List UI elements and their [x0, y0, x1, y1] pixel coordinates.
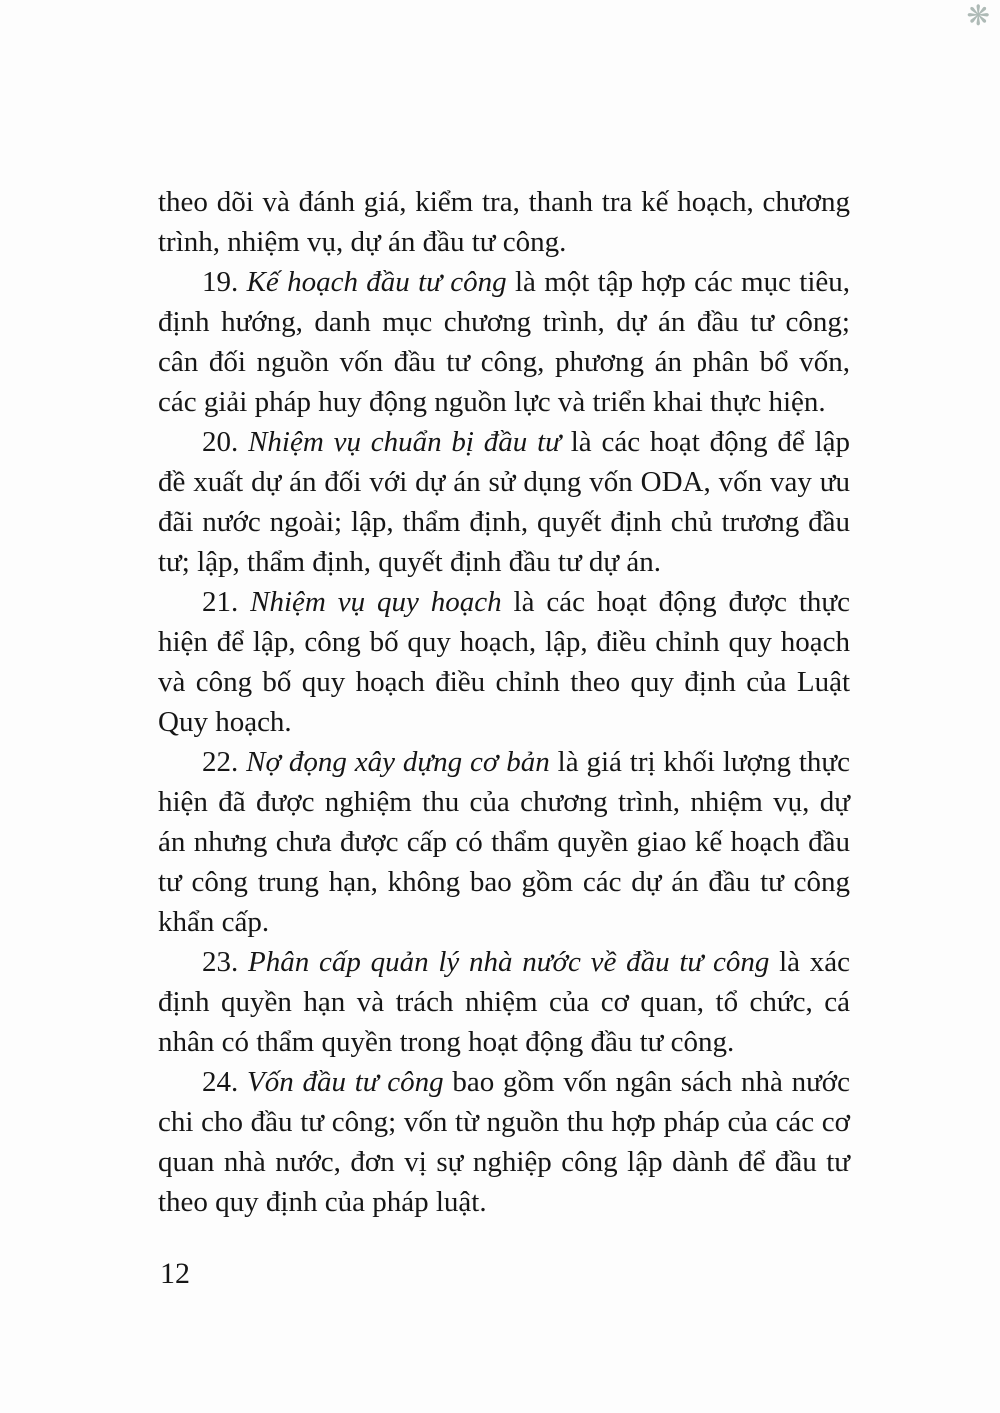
text-run: là giá trị khối lượng thực hiện đã được nghiệm thu của chương trình, nhiệm vụ, dự án nhưng chưa được cấp có thẩm quyền giao kế hoạch đầu tư công trung hạn, không bao gồm các dự án đầu tư công khẩn cấp.: [158, 746, 851, 938]
flower-ornament-icon: ❋: [966, 1, 990, 32]
text-run: là xác định quyền hạn và trách nhiệm của cơ quan, tổ chức, cá nhân có thẩm quyền trong hoạt động đầu tư công.: [158, 946, 851, 1058]
defined-term: Phân cấp quản lý nhà nước về đầu tư công: [248, 946, 770, 978]
defined-term: Nhiệm vụ quy hoạch: [250, 586, 502, 618]
paragraph: [158, 742, 850, 942]
body-text: [158, 182, 850, 1222]
paragraph: [158, 182, 850, 262]
text-run: 21.: [202, 586, 251, 618]
page-number: 12: [160, 1257, 190, 1290]
defined-term: Nhiệm vụ chuẩn bị đầu tư: [248, 426, 561, 458]
text-run: bao gồm vốn ngân sách nhà nước chi cho đầu tư công; vốn từ nguồn thu hợp pháp của các cơ quan nhà nước, đơn vị sự nghiệp công lập dành để đầu tư theo quy định của pháp luật.: [158, 1066, 850, 1218]
text-run: 24.: [202, 1066, 247, 1098]
paragraph: [158, 1062, 850, 1222]
defined-term: Kế hoạch đầu tư công: [246, 266, 507, 298]
text-run: 23.: [202, 946, 248, 978]
paragraph: [158, 942, 850, 1062]
text-run: là các hoạt động được thực hiện để lập, công bố quy hoạch, lập, điều chỉnh quy hoạch và công bố quy hoạch điều chỉnh theo quy định của Luật Quy hoạch.: [158, 586, 850, 738]
text-run: 19.: [202, 266, 247, 298]
text-run: theo dõi và đánh giá, kiểm tra, thanh tra kế hoạch, chương trình, nhiệm vụ, dự án đầu tư công.: [158, 186, 850, 258]
text-run: 20.: [202, 426, 249, 458]
paragraph: [158, 422, 850, 582]
paragraph: [158, 582, 850, 742]
text-run: 22.: [202, 746, 247, 778]
paragraph: [158, 262, 850, 422]
text-run: là các hoạt động để lập đề xuất dự án đối với dự án sử dụng vốn ODA, vốn vay ưu đãi nước ngoài; lập, thẩm định, quyết định chủ trương đầu tư; lập, thẩm định, quyết định đầu tư dự án.: [158, 426, 851, 578]
text-run: là một tập hợp các mục tiêu, định hướng, danh mục chương trình, dự án đầu tư công; cân đối nguồn vốn đầu tư công, phương án phân bổ vốn, các giải pháp huy động nguồn lực và triển khai thực hiện.: [158, 266, 850, 418]
defined-term: Vốn đầu tư công: [247, 1066, 444, 1098]
defined-term: Nợ đọng xây dựng cơ bản: [246, 746, 550, 778]
